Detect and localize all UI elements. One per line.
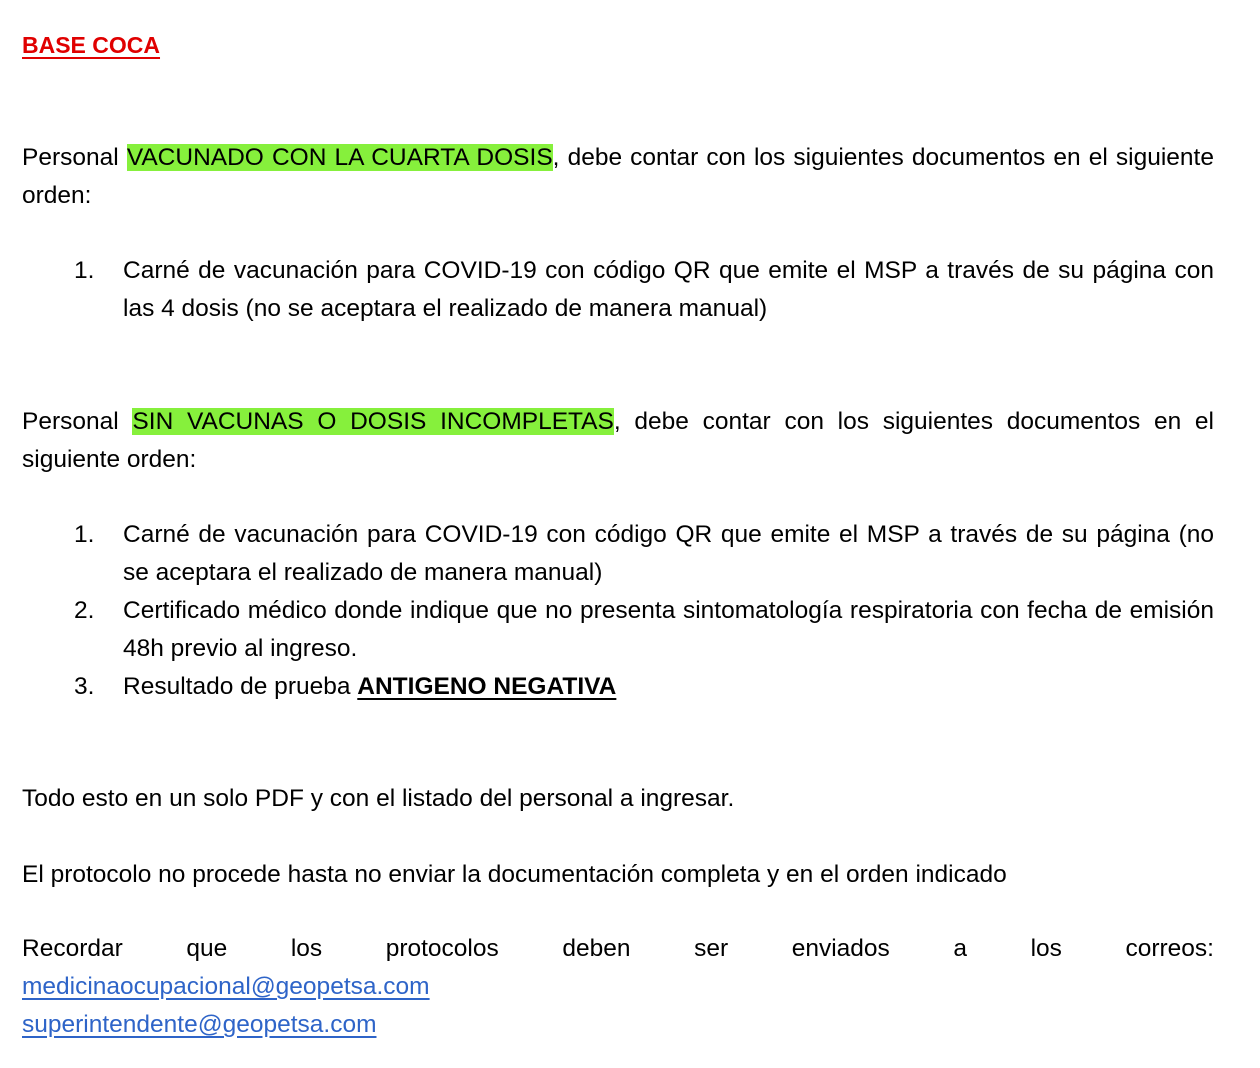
reminder-word: ser — [694, 935, 729, 962]
email-link-medicina[interactable]: medicinaocupacional@geopetsa.com — [22, 973, 430, 1000]
list-item-text: Resultado de prueba — [123, 673, 358, 700]
unvaccinated-highlight: SIN VACUNAS O DOSIS INCOMPLETAS — [132, 408, 614, 435]
list-item — [74, 592, 1214, 668]
list-item-number: 1. — [74, 521, 95, 548]
reminder-word: que — [186, 935, 228, 962]
antigen-negative-emphasis: ANTIGENO NEGATIVA — [357, 673, 617, 700]
unvaccinated-intro-suffix: , debe contar con los siguientes documentos en el siguiente orden: — [22, 408, 1214, 473]
list-item-number: 1. — [74, 257, 95, 284]
list-item-number: 3. — [74, 673, 95, 700]
list-item-number: 2. — [74, 597, 95, 624]
vaccinated-intro-suffix: , debe contar con los siguientes documentos en el siguiente orden: — [22, 144, 1214, 209]
reminder-word: correos: — [1125, 935, 1214, 962]
reminder-word: a — [953, 935, 967, 962]
list-item-text: Certificado médico donde indique que no presenta sintomatología respiratoria con fecha de emisión 48h previo al ingreso. — [123, 597, 1214, 662]
list-item — [74, 252, 1214, 328]
email-reminder — [22, 930, 1214, 968]
list-item — [74, 516, 1214, 592]
vaccinated-intro-prefix: Personal — [22, 144, 127, 171]
pdf-note: Todo esto en un solo PDF y con el listado del personal a ingresar. — [22, 785, 735, 812]
email-link-superintendente[interactable]: superintendente@geopetsa.com — [22, 1011, 377, 1038]
list-item — [74, 668, 1214, 706]
reminder-word: protocolos — [385, 935, 499, 962]
vaccinated-highlight: VACUNADO CON LA CUARTA DOSIS — [126, 144, 553, 171]
reminder-word: Recordar — [22, 935, 123, 962]
unvaccinated-intro — [22, 403, 1214, 479]
reminder-word: enviados — [791, 935, 890, 962]
protocol-note: El protocolo no procede hasta no enviar la documentación completa y en el orden indicado — [22, 861, 1007, 888]
vaccinated-intro — [22, 139, 1214, 215]
list-item-text: Carné de vacunación para COVID-19 con código QR que emite el MSP a través de su página con las 4 dosis (no se aceptara el realizado de manera manual) — [123, 257, 1214, 322]
reminder-word: los — [1030, 935, 1062, 962]
vaccinated-requirements-list — [74, 252, 1214, 328]
reminder-word: deben — [562, 935, 631, 962]
document-title: BASE COCA — [22, 32, 161, 58]
reminder-word: los — [290, 935, 323, 962]
unvaccinated-requirements-list — [74, 516, 1214, 706]
list-item-text: Carné de vacunación para COVID-19 con código QR que emite el MSP a través de su página (no se aceptara el realizado de manera manual) — [123, 521, 1214, 586]
unvaccinated-intro-prefix: Personal — [22, 408, 133, 435]
